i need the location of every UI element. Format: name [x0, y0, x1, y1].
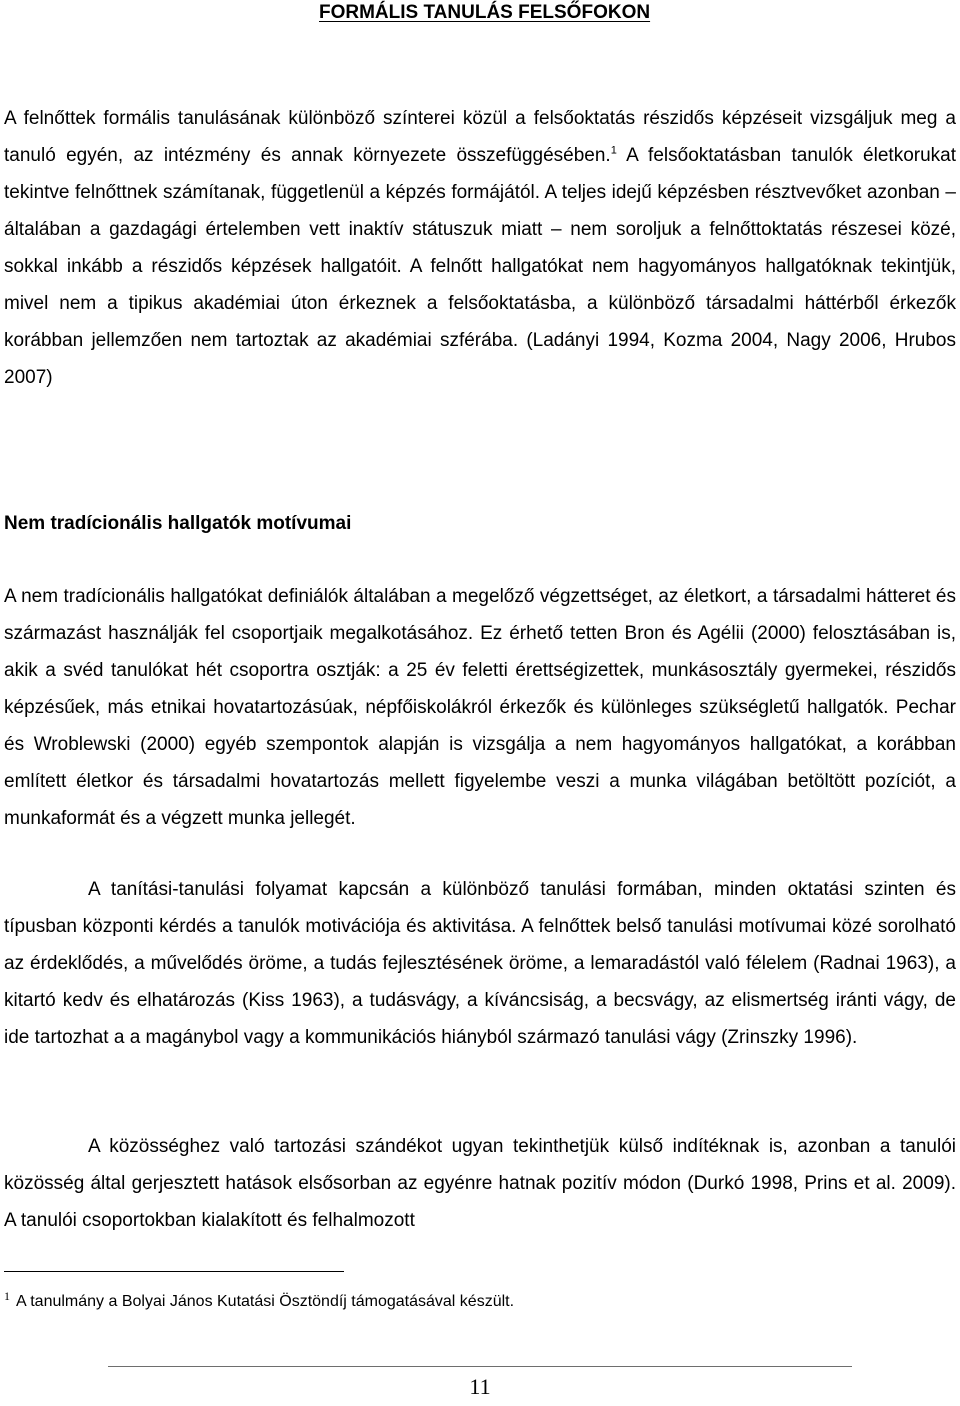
section-heading: Nem tradícionális hallgatók motívumai [4, 513, 352, 534]
body-paragraph-3 [4, 871, 956, 1056]
body-paragraph-4 [4, 1128, 956, 1239]
paragraph-2-text: A nem tradícionális hallgatókat definiálók általában a megelőző végzettséget, az életkort, a társadalmi hátteret és származást használják fel csoportjaik megalkotásához. Ez érhető tetten Bron és Agélii (2000) felosztásában is, akik a svéd tanulókat hét csoportra osztják: a 25 év feletti érettségizettek, munkásosztály gyermekei, részidős képzésűek, más etnikai hovatartozásúak, népfőiskolákról érkezők és különleges szükségletű hallgatók. Pechar és Wroblewski (2000) egyéb szempontok alapján is vizsgálja a nem hagyományos hallgatókat, a korábban említett életkor és társadalmi hovatartozás mellett figyelembe veszi a munka világában betöltött pozíciót, a munkaformát és a végzett munka jellegét. [4, 586, 956, 829]
paragraph-4-text: A közösséghez való tartozási szándékot ugyan tekinthetjük külső indítéknak is, azonban a tanulói közösség által gerjesztett hatások elsősorban az egyénre hatnak pozitív módon (Durkó 1998, Prins et al. 2009). A tanulói csoportokban kialakított és felhalmozott [4, 1136, 956, 1231]
footer-divider [108, 1366, 852, 1367]
footnote-separator [4, 1271, 344, 1272]
intro-text-part1: A felnőttek formális tanulásának különböző színterei közül a felsőoktatás részidős képzéseit vizsgáljuk meg a tanuló egyén, az intézmény és annak környezete összefüggésében. [4, 108, 956, 166]
footnote [4, 1290, 514, 1314]
footnote-text: A tanulmány a Bolyai János Kutatási Ösztöndíj támogatásával készült. [16, 1293, 515, 1310]
page-number: 11 [469, 1374, 491, 1399]
paragraph-3-text: A tanítási-tanulási folyamat kapcsán a különböző tanulási formában, minden oktatási szinten és típusban központi kérdés a tanulók motivációja és aktivitása. A felnőttek belső tanulási motívumai közé sorolható az érdeklődés, a művelődés öröme, a tudás fejlesztésének öröme, a lemaradástól való félelem (Radnai 1963), a kitartó kedv és elhatározás (Kiss 1963), a tudásvágy, a kíváncsiság, a becsvágy, az elismertség iránti vágy, de ide tartozhat a a magánybol vagy a kommunikációs hiányból származó tanulási vágy (Zrinszky 1996). [4, 879, 956, 1048]
intro-paragraph [4, 100, 956, 396]
body-paragraph-2 [4, 578, 956, 837]
intro-text-part2: A felsőoktatásban tanulók életkorukat tekintve felnőttnek számítanak, függetlenül a képzés formájától. A teljes idejű képzésben résztvevőket azonban – általában a gazdagági értelemben vett inaktív státuszuk miatt – nem soroljuk a felnőttoktatás részesei közé, sokkal inkább a részidős képzések hallgatóit. A felnőtt hallgatókat nem hagyományos hallgatóknak tekintjük, mivel nem a tipikus akadémiai úton érkeznek a felsőoktatásba, a különböző társadalmi háttérből érkezők korábban jellemzően nem tartoztak az akadémiai szférába. (Ladányi 1994, Kozma 2004, Nagy 2006, Hrubos 2007) [4, 145, 956, 388]
footnote-reference[interactable]: 1 [610, 144, 617, 157]
page-title: FORMÁLIS TANULÁS FELSŐFOKON [319, 2, 651, 23]
footnote-mark: 1 [4, 1288, 10, 1303]
